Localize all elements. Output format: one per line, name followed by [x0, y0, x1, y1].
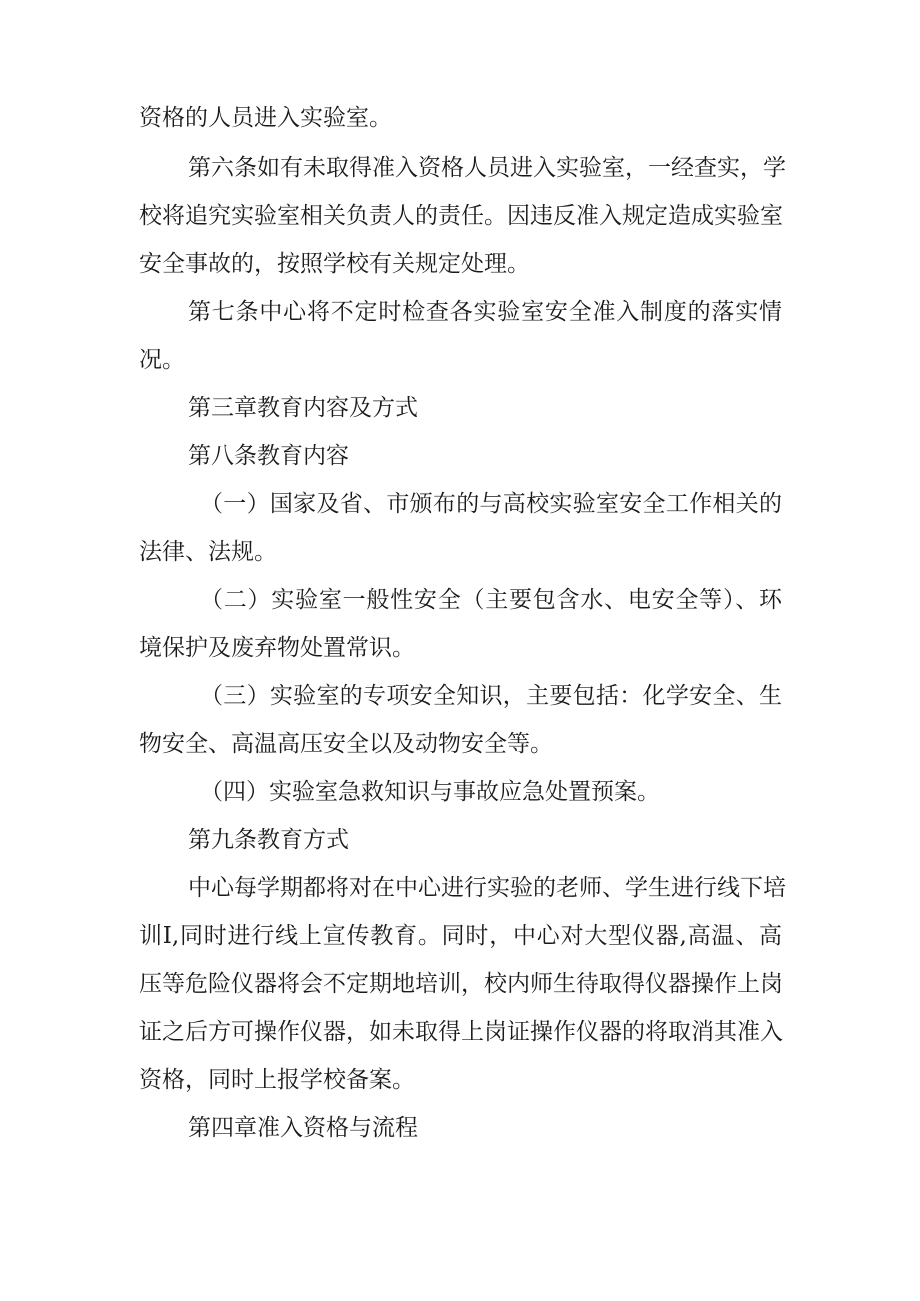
paragraph-line: 境保护及废弃物处置常识。 — [139, 635, 415, 661]
paragraph-line: 校将追究实验室相关负责人的责任。因违反准入规定造成实验室 — [139, 203, 783, 229]
paragraph-line: 况。 — [139, 347, 185, 373]
article-8-heading: 第八条教育内容 — [188, 443, 349, 469]
article-6-line: 第六条如有未取得准入资格人员进入实验室，一经查实，学 — [188, 155, 786, 181]
paragraph-line: 证之后方可操作仪器，如未取得上岗证操作仪器的将取消其准入 — [139, 1019, 783, 1045]
chapter-3-heading: 第三章教育内容及方式 — [188, 395, 418, 421]
paragraph-line: 压等危险仪器将会不定期地培训，校内师生待取得仪器操作上岗 — [139, 971, 783, 997]
paragraph-line: 资格的人员进入实验室。 — [139, 105, 392, 131]
paragraph-line: 物安全、高温高压安全以及动物安全等。 — [139, 731, 553, 757]
chapter-4-heading: 第四章准入资格与流程 — [188, 1115, 418, 1141]
paragraph-line: 法律、法规。 — [139, 539, 277, 565]
article-9-line: 中心每学期都将对在中心进行实验的老师、学生进行线下培 — [188, 875, 786, 901]
article-9-heading: 第九条教育方式 — [188, 827, 349, 853]
paragraph-line: 训I,同时进行线上宣传教育。同时，中心对大型仪器,高温、高 — [139, 923, 782, 949]
article-7-line: 第七条中心将不定时检查各实验室安全准入制度的落实情 — [188, 299, 782, 325]
list-item-1: （一）国家及省、市颁布的与高校实验室安全工作相关的 — [200, 491, 782, 517]
list-item-4: （四）实验室急救知识与事故应急处置预案。 — [200, 779, 660, 805]
paragraph-line: 安全事故的，按照学校有关规定处理。 — [139, 251, 530, 277]
list-item-3: （三）实验室的专项安全知识，主要包括：化学安全、生 — [200, 683, 782, 709]
paragraph-line: 资格，同时上报学校备案。 — [139, 1067, 415, 1093]
list-item-2: （二）实验室一般性安全（主要包含水、电安全等）、环 — [200, 587, 782, 613]
